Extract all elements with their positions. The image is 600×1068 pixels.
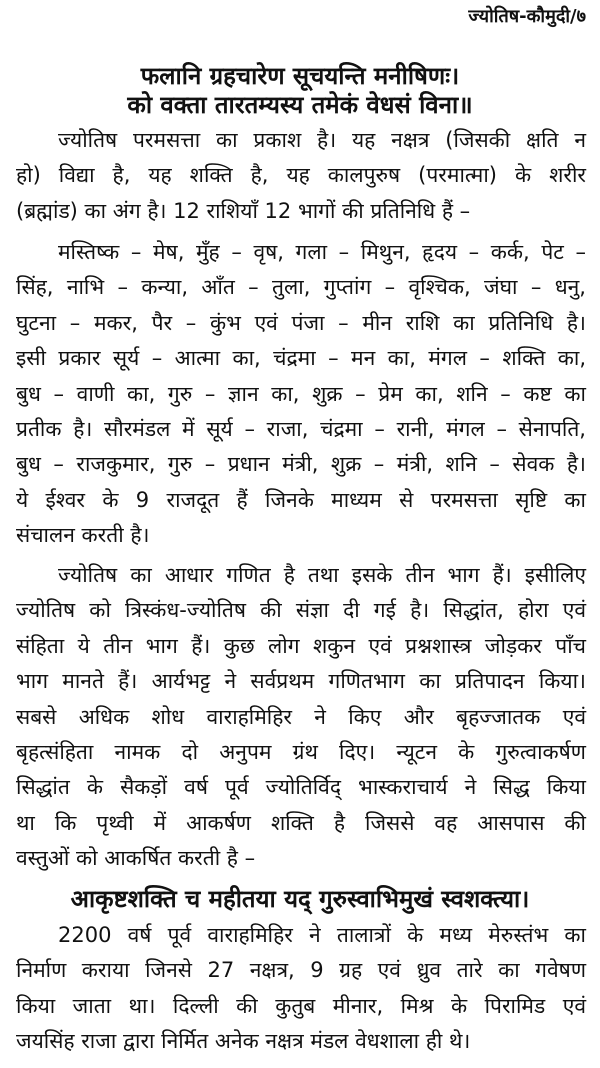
paragraph-line: सबसे अधिक शोध वाराहमिहिर ने किए और बृहज्जातक एवं (16, 704, 586, 729)
sanskrit-verse-quote: आकृष्टशक्ति च महीतया यद् गुरुस्वाभिमुखं स्वशक्त्या। (70, 885, 530, 913)
sanskrit-verse-line: को वक्ता तारतम्यस्य तमेकं वेधसं विना॥ (127, 91, 473, 119)
paragraph-line: किया जाता था। दिल्ली की कुतुब मीनार, मिश्र के पिरामिड एवं (16, 993, 586, 1018)
paragraph-line: प्रतीक है। सौरमंडल में सूर्य – राजा, चंद्रमा – रानी, मंगल – सेनापति, (16, 417, 586, 441)
paragraph-line: ज्योतिष का आधार गणित है तथा इसके तीन भाग हैं। इसीलिए (58, 563, 586, 587)
paragraph-line: हो) विद्या है, यह शक्ति है, यह कालपुरुष (परमात्मा) के शरीर (16, 163, 586, 188)
paragraph-line: ज्योतिष को त्रिस्कंध-ज्योतिष की संज्ञा दी गई है। सिद्धांत, होरा एवं (16, 598, 586, 623)
paragraph-line: इसी प्रकार सूर्य – आत्मा का, चंद्रमा – मन का, मंगल – शक्ति का, (16, 346, 586, 371)
paragraph-line: बुध – वाणी का, गुरु – ज्ञान का, शुक्र – प्रेम का, शनि – कष्ट का (16, 381, 586, 406)
paragraph-line: सिद्धांत के सैकड़ों वर्ष पूर्व ज्योतिर्विद् भास्कराचार्य ने सिद्ध किया (16, 775, 586, 800)
paragraph-line: संचालन करती है। (16, 523, 150, 548)
paragraph-line: ज्योतिष परमसत्ता का प्रकाश है। यह नक्षत्र (जिसकी क्षति न (58, 128, 586, 152)
paragraph-line: भाग मानते हैं। आर्यभट्ट ने सर्वप्रथम गणितभाग का प्रतिपादन किया। (16, 669, 586, 694)
paragraph-line: 2200 वर्ष पूर्व वाराहमिहिर ने तालात्रों के मध्य मेरुस्तंभ का (58, 923, 586, 947)
sanskrit-verse-line: फलानि ग्रहचारेण सूचयन्ति मनीषिणः। (140, 62, 460, 90)
paragraph-line: सिंह, नाभि – कन्या, आँत – तुला, गुप्तांग – वृश्चिक, जंघा – धनु, (16, 275, 586, 300)
paragraph-line: ये ईश्वर के 9 राजदूत हैं जिनके माध्यम से परमसत्ता सृष्टि का (16, 487, 586, 512)
paragraph-line: संहिता ये तीन भाग हैं। कुछ लोग शकुन एवं प्रश्नशास्त्र जोड़कर पाँच (16, 633, 586, 658)
paragraph-line: निर्माण कराया जिनसे 27 नक्षत्र, 9 ग्रह एवं ध्रुव तारे का गवेषण (16, 958, 586, 983)
paragraph-line: बुध – राजकुमार, गुरु – प्रधान मंत्री, शुक्र – मंत्री, शनि – सेवक है। (16, 452, 586, 477)
paragraph-line: जयसिंह राजा द्वारा निर्मित अनेक नक्षत्र मंडल वेधशाला ही थे। (16, 1029, 471, 1054)
paragraph-line: (ब्रह्मांड) का अंग है। 12 राशियाँ 12 भागों की प्रतिनिधि हैं – (16, 198, 471, 223)
paragraph-line: वस्तुओं को आकर्षित करती है – (16, 846, 256, 871)
paragraph-line: बृहत्संहिता नामक दो अनुपम ग्रंथ दिए। न्यूटन के गुरुत्वाकर्षण (16, 740, 586, 764)
running-header: ज्योतिष-कौमुदी/७ (468, 6, 586, 27)
paragraph-line: घुटना – मकर, पैर – कुंभ एवं पंजा – मीन राशि का प्रतिनिधि है। (16, 310, 586, 335)
paragraph-line: मस्तिष्क – मेष, मुँह – वृष, गला – मिथुन, हृदय – कर्क, पेट – (58, 240, 586, 264)
paragraph-line: था कि पृथ्वी में आकर्षण शक्ति है जिससे वह आसपास की (16, 810, 586, 835)
